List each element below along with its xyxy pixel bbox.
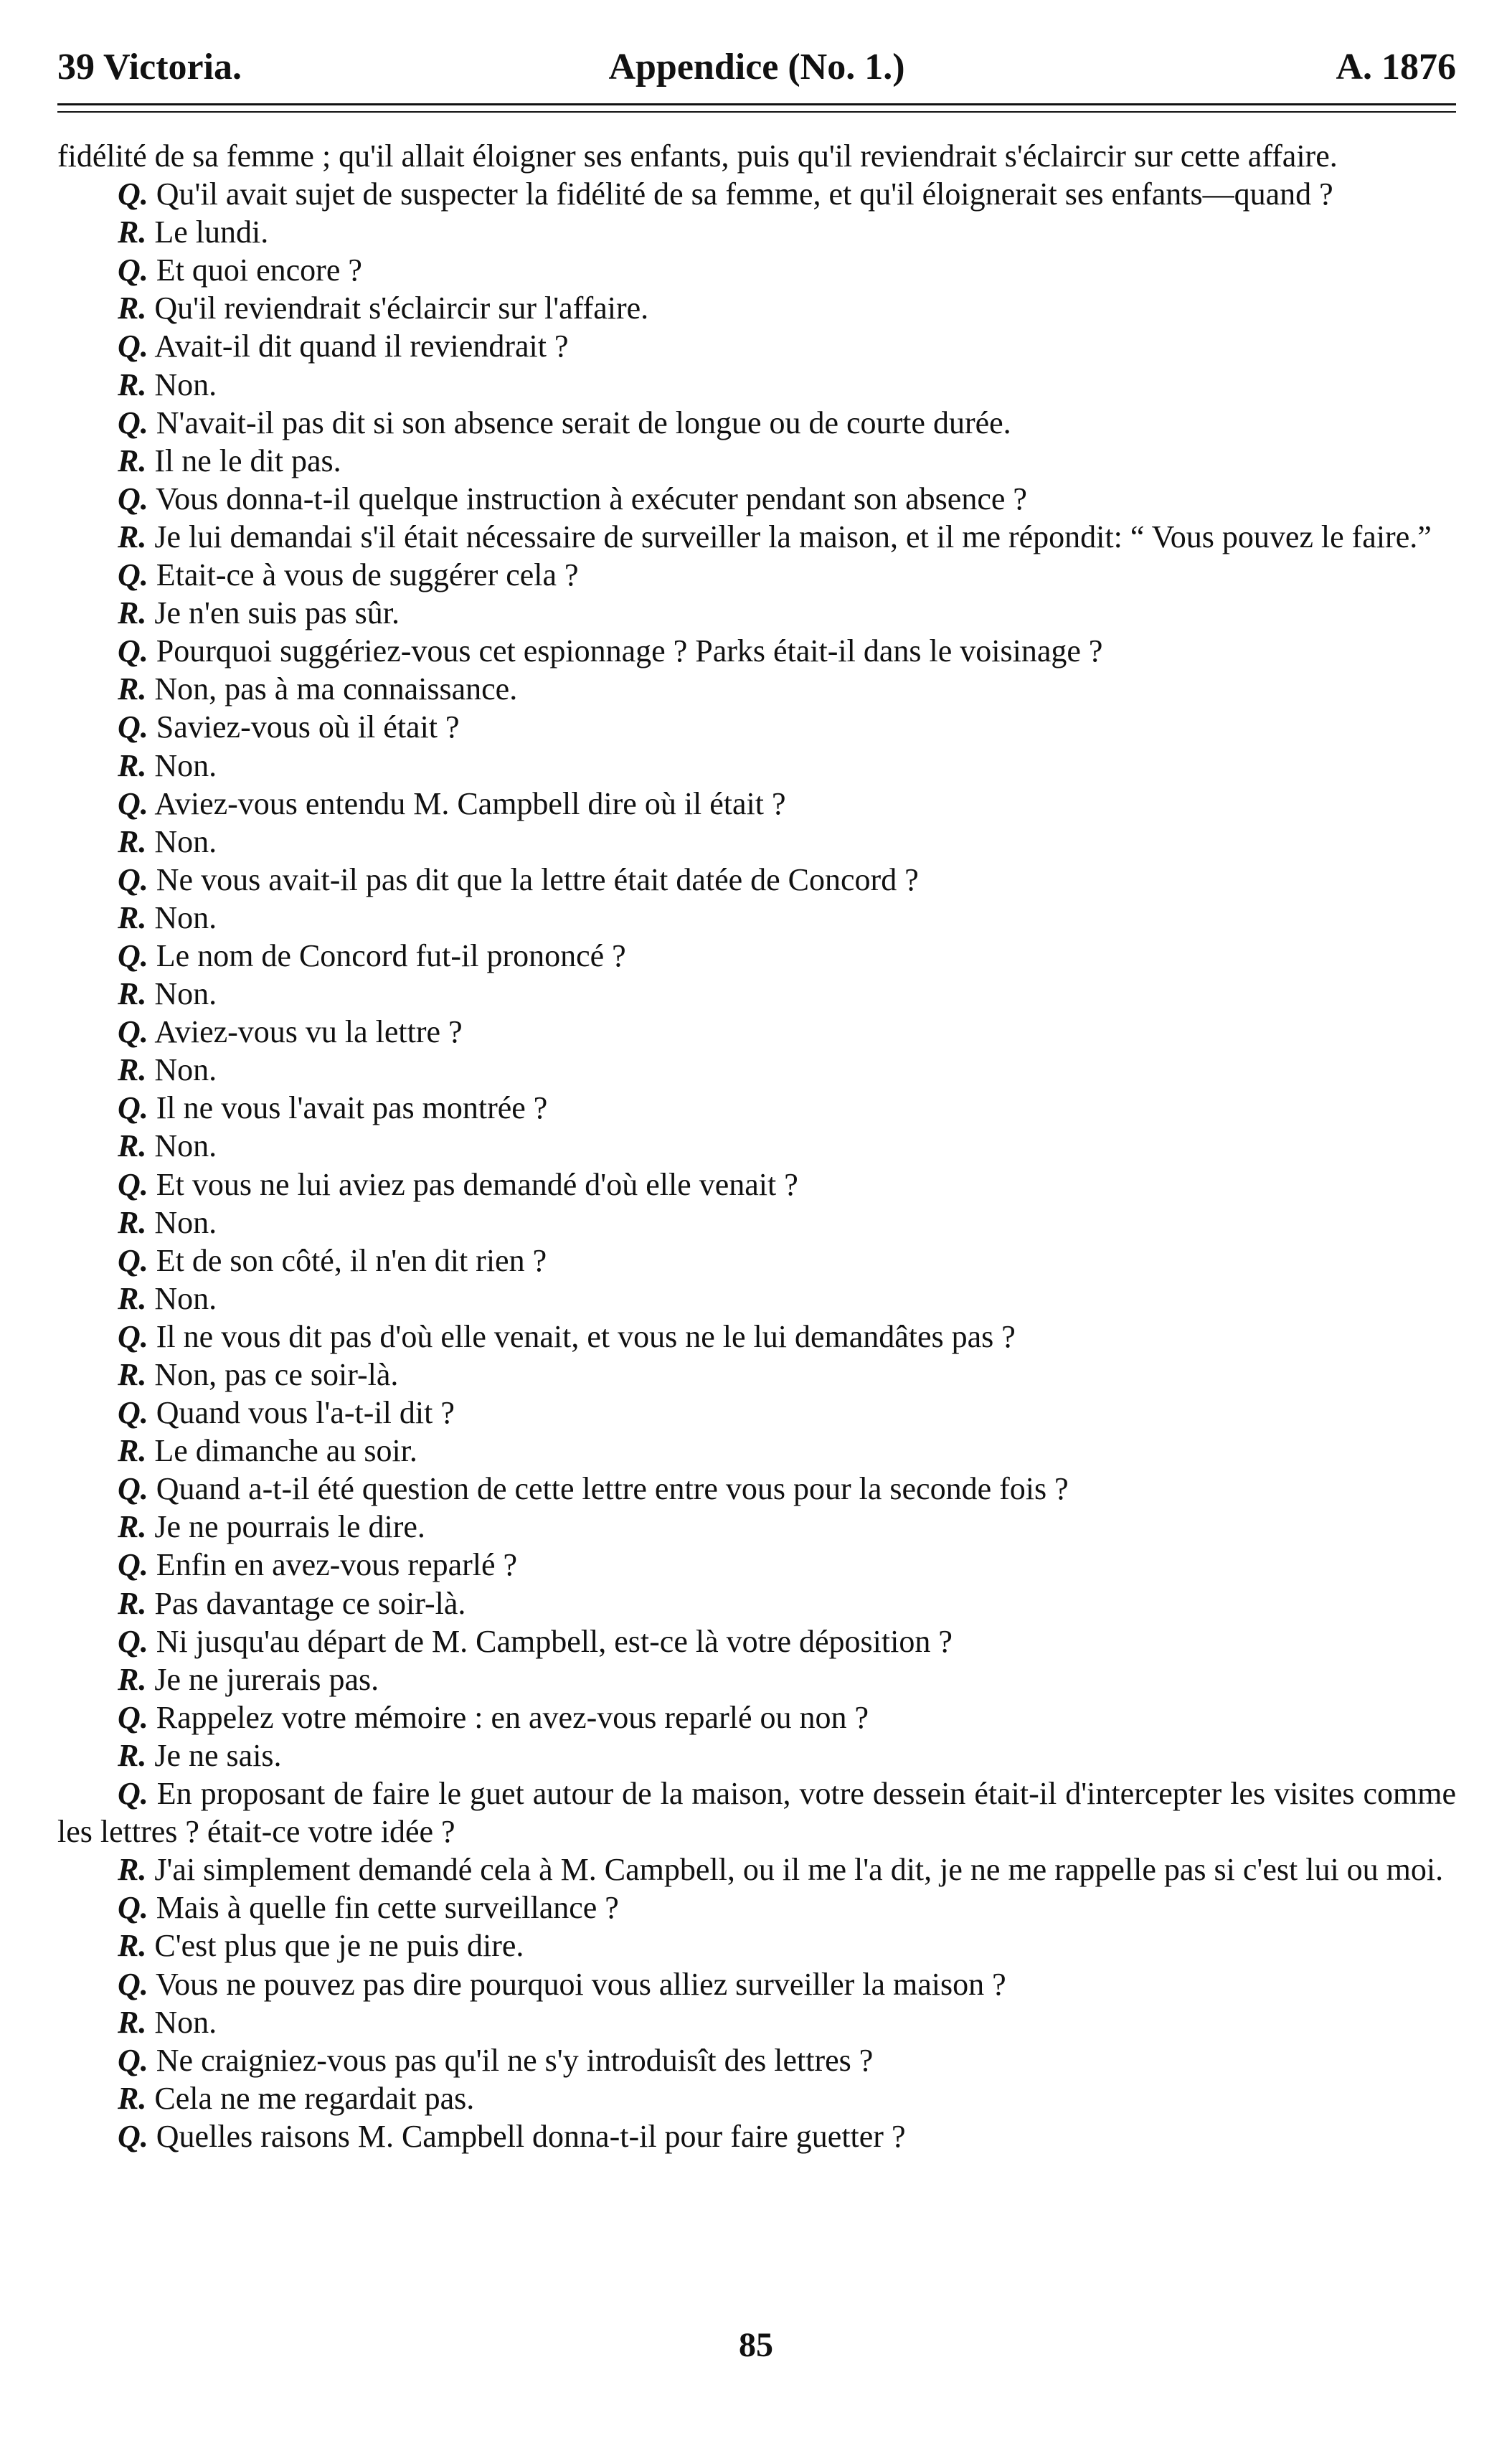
paragraph-text: Je lui demandai s'il était nécessaire de surveiller la maison, et il me répondit: “ Vous pouvez le faire.” xyxy=(154,519,1432,554)
paragraph-text: Non. xyxy=(154,1128,217,1164)
paragraph-text: Aviez-vous vu la lettre ? xyxy=(154,1014,463,1050)
answer-paragraph xyxy=(57,518,1456,556)
answer-marker: R. xyxy=(118,1737,147,1773)
paragraph-text: Quand a-t-il été question de cette lettre entre vous pour la seconde fois ? xyxy=(156,1471,1069,1507)
header-rules xyxy=(57,103,1456,113)
question-paragraph xyxy=(57,404,1456,442)
header-session: 39 Victoria. xyxy=(57,47,242,88)
question-marker: Q. xyxy=(118,1318,148,1354)
document-page xyxy=(57,34,1456,2155)
answer-paragraph xyxy=(57,670,1456,708)
question-marker: Q. xyxy=(118,861,148,897)
paragraph-text: Ne vous avait-il pas dit que la lettre était datée de Concord ? xyxy=(156,861,919,897)
answer-paragraph xyxy=(57,1660,1456,1698)
paragraph-text: Mais à quelle fin cette surveillance ? xyxy=(156,1890,619,1926)
paragraph-text: Le lundi. xyxy=(154,214,269,250)
question-paragraph xyxy=(57,480,1456,518)
question-marker: Q. xyxy=(118,785,148,821)
question-paragraph xyxy=(57,1622,1456,1660)
paragraph-text: Aviez-vous entendu M. Campbell dire où il était ? xyxy=(154,785,786,821)
question-marker: Q. xyxy=(118,937,148,973)
question-marker: Q. xyxy=(118,329,148,364)
question-paragraph xyxy=(57,327,1456,365)
question-paragraph xyxy=(57,1889,1456,1927)
question-paragraph xyxy=(57,1089,1456,1127)
question-marker: Q. xyxy=(118,1471,148,1507)
question-paragraph xyxy=(57,2117,1456,2155)
answer-marker: R. xyxy=(118,671,147,707)
question-marker: Q. xyxy=(118,1014,148,1050)
answer-marker: R. xyxy=(118,367,147,402)
answer-marker: R. xyxy=(118,2080,147,2116)
answer-paragraph xyxy=(57,1508,1456,1546)
answer-marker: R. xyxy=(118,747,147,783)
paragraph-text: Avait-il dit quand il reviendrait ? xyxy=(154,329,569,364)
header-rule-bottom xyxy=(57,111,1456,113)
answer-marker: R. xyxy=(118,519,147,554)
answer-marker: R. xyxy=(118,1357,147,1392)
question-paragraph xyxy=(57,556,1456,594)
answer-marker: R. xyxy=(118,899,147,935)
question-marker: Q. xyxy=(118,1242,148,1278)
answer-marker: R. xyxy=(118,1433,147,1469)
paragraph-text: Il ne vous dit pas d'où elle venait, et vous ne le lui demandâtes pas ? xyxy=(156,1318,1016,1354)
answer-paragraph xyxy=(57,1736,1456,1775)
paragraph-text: Non. xyxy=(154,1204,217,1240)
paragraph-text: Et vous ne lui aviez pas demandé d'où elle venait ? xyxy=(156,1166,798,1202)
question-paragraph xyxy=(57,1965,1456,2003)
paragraph-text: Quand vous l'a-t-il dit ? xyxy=(156,1395,455,1431)
answer-marker: R. xyxy=(118,595,147,631)
answer-marker: R. xyxy=(118,290,147,326)
paragraph-text: Non. xyxy=(154,2004,217,2040)
answer-paragraph xyxy=(57,289,1456,327)
paragraph-text: Non. xyxy=(154,747,217,783)
paragraph-text: Non, pas ce soir-là. xyxy=(154,1357,399,1392)
answer-paragraph xyxy=(57,1584,1456,1622)
question-paragraph xyxy=(57,1470,1456,1508)
paragraph-text: Quelles raisons M. Campbell donna-t-il pour faire guetter ? xyxy=(156,2118,906,2154)
page-number: 85 xyxy=(739,2326,773,2364)
question-marker: Q. xyxy=(118,1166,148,1202)
question-paragraph xyxy=(57,861,1456,899)
header-rule-top xyxy=(57,103,1456,105)
question-marker: Q. xyxy=(118,1395,148,1431)
question-paragraph xyxy=(57,1242,1456,1280)
header-appendix-title: Appendice (No. 1.) xyxy=(608,47,905,88)
question-marker: Q. xyxy=(118,1699,148,1735)
question-paragraph xyxy=(57,1698,1456,1736)
paragraph-text: J'ai simplement demandé cela à M. Campbell, ou il me l'a dit, je ne me rappelle pas si c'est lui ou moi. xyxy=(154,1852,1444,1888)
paragraph-text: Cela ne me regardait pas. xyxy=(154,2080,475,2116)
paragraph-text: Etait-ce à vous de suggérer cela ? xyxy=(156,557,579,593)
question-paragraph xyxy=(57,1013,1456,1051)
answer-marker: R. xyxy=(118,1204,147,1240)
paragraph-text: Non. xyxy=(154,367,217,402)
question-marker: Q. xyxy=(118,1623,148,1659)
question-paragraph xyxy=(57,632,1456,670)
answer-marker: R. xyxy=(118,1280,147,1316)
question-marker: Q. xyxy=(118,1890,148,1926)
paragraph-text: Non. xyxy=(154,976,217,1012)
question-paragraph xyxy=(57,785,1456,823)
paragraph-text: Le dimanche au soir. xyxy=(154,1433,417,1469)
paragraph-text: Vous ne pouvez pas dire pourquoi vous alliez surveiller la maison ? xyxy=(156,1966,1006,2002)
paragraph-text: Non. xyxy=(154,1052,217,1088)
paragraph-text: Rappelez votre mémoire : en avez-vous reparlé ou non ? xyxy=(156,1699,869,1735)
paragraph-text: Ni jusqu'au départ de M. Campbell, est-ce là votre déposition ? xyxy=(156,1623,953,1659)
answer-paragraph xyxy=(57,975,1456,1013)
continued-paragraph xyxy=(57,137,1456,175)
answer-marker: R. xyxy=(118,823,147,859)
question-paragraph xyxy=(57,2041,1456,2079)
question-marker: Q. xyxy=(118,1547,148,1583)
answer-marker: R. xyxy=(118,1052,147,1088)
question-paragraph xyxy=(57,1166,1456,1204)
paragraph-text: Je ne jurerais pas. xyxy=(154,1661,379,1697)
answer-paragraph xyxy=(57,1432,1456,1470)
paragraph-text: N'avait-il pas dit si son absence serait de longue ou de courte durée. xyxy=(156,405,1011,440)
answer-paragraph xyxy=(57,2003,1456,2041)
answer-paragraph xyxy=(57,1356,1456,1394)
question-paragraph xyxy=(57,1546,1456,1584)
paragraph-text: Le nom de Concord fut-il prononcé ? xyxy=(156,937,626,973)
paragraph-text: Je ne pourrais le dire. xyxy=(154,1509,425,1545)
question-marker: Q. xyxy=(118,1090,148,1126)
question-paragraph xyxy=(57,175,1456,213)
paragraph-text: Qu'il reviendrait s'éclaircir sur l'affaire. xyxy=(154,290,649,326)
paragraph-text: Je n'en suis pas sûr. xyxy=(154,595,400,631)
paragraph-text: Et quoi encore ? xyxy=(156,252,362,288)
answer-paragraph xyxy=(57,366,1456,404)
paragraph-text: Je ne sais. xyxy=(154,1737,282,1773)
answer-marker: R. xyxy=(118,1509,147,1545)
answer-paragraph xyxy=(57,899,1456,937)
question-paragraph xyxy=(57,708,1456,746)
paragraph-text: Ne craigniez-vous pas qu'il ne s'y introduisît des lettres ? xyxy=(156,2042,874,2078)
paragraph-text: Vous donna-t-il quelque instruction à exécuter pendant son absence ? xyxy=(156,481,1027,516)
answer-paragraph xyxy=(57,823,1456,861)
answer-marker: R. xyxy=(118,443,147,478)
question-marker: Q. xyxy=(118,1966,148,2002)
paragraph-text: Non. xyxy=(154,823,217,859)
question-marker: Q. xyxy=(118,405,148,440)
question-marker: Q. xyxy=(118,2042,148,2078)
answer-paragraph xyxy=(57,747,1456,785)
paragraph-text: C'est plus que je ne puis dire. xyxy=(154,1928,524,1964)
paragraph-text: Et de son côté, il n'en dit rien ? xyxy=(156,1242,547,1278)
question-marker: Q. xyxy=(118,176,148,212)
answer-paragraph xyxy=(57,1280,1456,1318)
testimony-body xyxy=(57,137,1456,2155)
answer-marker: R. xyxy=(118,214,147,250)
question-paragraph xyxy=(57,1318,1456,1356)
paragraph-text: Il ne le dit pas. xyxy=(154,443,341,478)
answer-marker: R. xyxy=(118,1128,147,1164)
question-marker: Q. xyxy=(118,633,148,669)
answer-paragraph xyxy=(57,594,1456,632)
question-paragraph xyxy=(57,1394,1456,1432)
answer-marker: R. xyxy=(118,1661,147,1697)
answer-marker: R. xyxy=(118,2004,147,2040)
paragraph-text: Non. xyxy=(154,899,217,935)
answer-paragraph xyxy=(57,1851,1456,1889)
answer-marker: R. xyxy=(118,1585,147,1621)
answer-paragraph xyxy=(57,1127,1456,1165)
question-marker: Q. xyxy=(118,252,148,288)
answer-paragraph xyxy=(57,1927,1456,1965)
paragraph-text: En proposant de faire le guet autour de la maison, votre dessein était-il d'intercepter les visites comme les lettres ? était-ce votre idée ? xyxy=(57,1776,1457,1850)
paragraph-text: Qu'il avait sujet de suspecter la fidélité de sa femme, et qu'il éloignerait ses enfants—quand ? xyxy=(156,176,1333,212)
answer-paragraph xyxy=(57,1051,1456,1089)
paragraph-text: Il ne vous l'avait pas montrée ? xyxy=(156,1090,548,1126)
header-year: A. 1876 xyxy=(1336,47,1456,88)
paragraph-text: Saviez-vous où il était ? xyxy=(156,709,460,745)
answer-paragraph xyxy=(57,213,1456,251)
question-marker: Q. xyxy=(118,1776,148,1812)
question-paragraph xyxy=(57,937,1456,975)
running-header xyxy=(57,34,1456,100)
answer-paragraph xyxy=(57,442,1456,480)
paragraph-text: Pas davantage ce soir-là. xyxy=(154,1585,466,1621)
paragraph-text: Non. xyxy=(154,1280,217,1316)
answer-paragraph xyxy=(57,1204,1456,1242)
question-paragraph xyxy=(57,251,1456,289)
paragraph-text: Pourquoi suggériez-vous cet espionnage ? Parks était-il dans le voisinage ? xyxy=(156,633,1103,669)
paragraph-text: Enfin en avez-vous reparlé ? xyxy=(156,1547,518,1583)
question-paragraph xyxy=(57,1775,1456,1851)
question-marker: Q. xyxy=(118,557,148,593)
paragraph-text: Non, pas à ma connaissance. xyxy=(154,671,518,707)
answer-paragraph xyxy=(57,2079,1456,2117)
answer-marker: R. xyxy=(118,1852,147,1888)
answer-marker: R. xyxy=(118,976,147,1012)
question-marker: Q. xyxy=(118,2118,148,2154)
paragraph-text: fidélité de sa femme ; qu'il allait éloigner ses enfants, puis qu'il reviendrait s'éclaircir sur cette affaire. xyxy=(57,138,1338,174)
answer-marker: R. xyxy=(118,1928,147,1964)
question-marker: Q. xyxy=(118,709,148,745)
question-marker: Q. xyxy=(118,481,148,516)
